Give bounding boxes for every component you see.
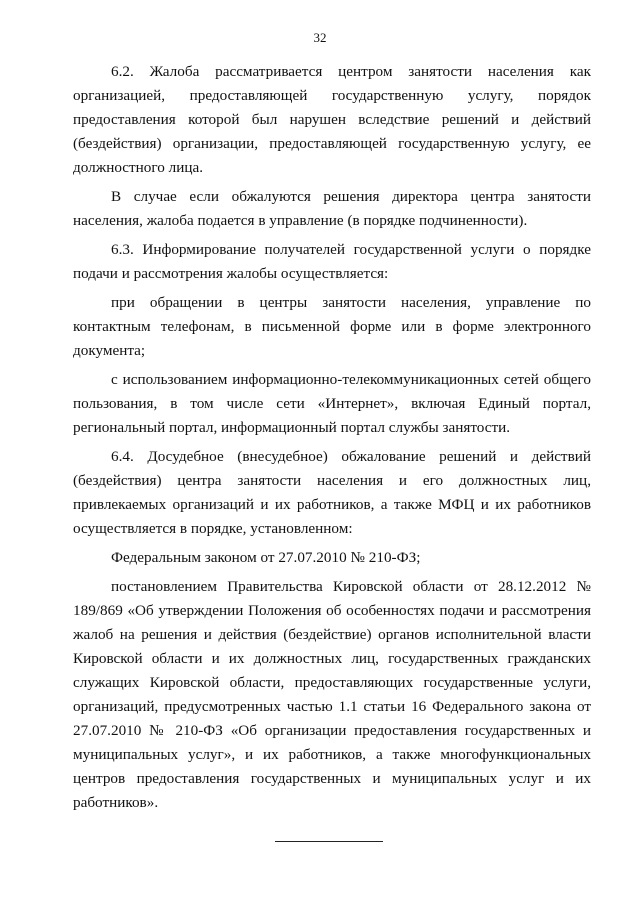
document-body xyxy=(73,60,591,820)
paragraph-internet-channels: с использованием информационно-телекоммуникационных сетей общего пользования, в том числе сети «Интернет», включая Единый портал, региональный портал, информационный портал службы занятости. xyxy=(73,371,591,436)
paragraph-regional-resolution: постановлением Правительства Кировской области от 28.12.2012 № 189/869 «Об утверждении Положения об особенностях подачи и рассмотрения жалоб на решения и действия (бездействие) органов исполнительной власти Кировской области и их должностных лиц, государственных гражданских служащих Кировской области, предоставляющих государственные услуги, организаций, предусмотренных частью 1.1 статьи 16 Федерального закона от 27.07.2010 № 210-ФЗ «Об организации предоставления государственных и муниципальных услуг», и их работников, а также многофункциональных центров предоставления государственных и муниципальных услуг и их работников». xyxy=(73,578,591,811)
page-number: 32 xyxy=(313,30,327,45)
paragraph-federal-law: Федеральным законом от 27.07.2010 № 210-ФЗ; xyxy=(111,549,421,566)
paragraph-6-4: 6.4. Досудебное (внесудебное) обжалование решений и действий (бездействия) центра занятости населения и его должностных лиц, привлекаемых организаций и их работников, а также МФЦ и их работников осуществляется в порядке, установленном: xyxy=(73,448,591,537)
end-separator-line xyxy=(275,841,383,842)
paragraph-contact-channels: при обращении в центры занятости населения, управление по контактным телефонам, в письменной форме или в форме электронного документа; xyxy=(73,294,591,359)
paragraph-appeal-to-directorate: В случае если обжалуются решения директора центра занятости населения, жалоба подается в управление (в порядке подчиненности). xyxy=(73,188,591,229)
paragraph-6-2: 6.2. Жалоба рассматривается центром занятости населения как организацией, предоставляющей государственную услугу, порядок предоставления которой был нарушен вследствие решений и действий (бездействия) организации, предоставляющей государственную услугу, ее должностного лица. xyxy=(73,63,591,176)
paragraph-6-3: 6.3. Информирование получателей государственной услуги о порядке подачи и рассмотрения жалобы осуществляется: xyxy=(73,241,591,282)
